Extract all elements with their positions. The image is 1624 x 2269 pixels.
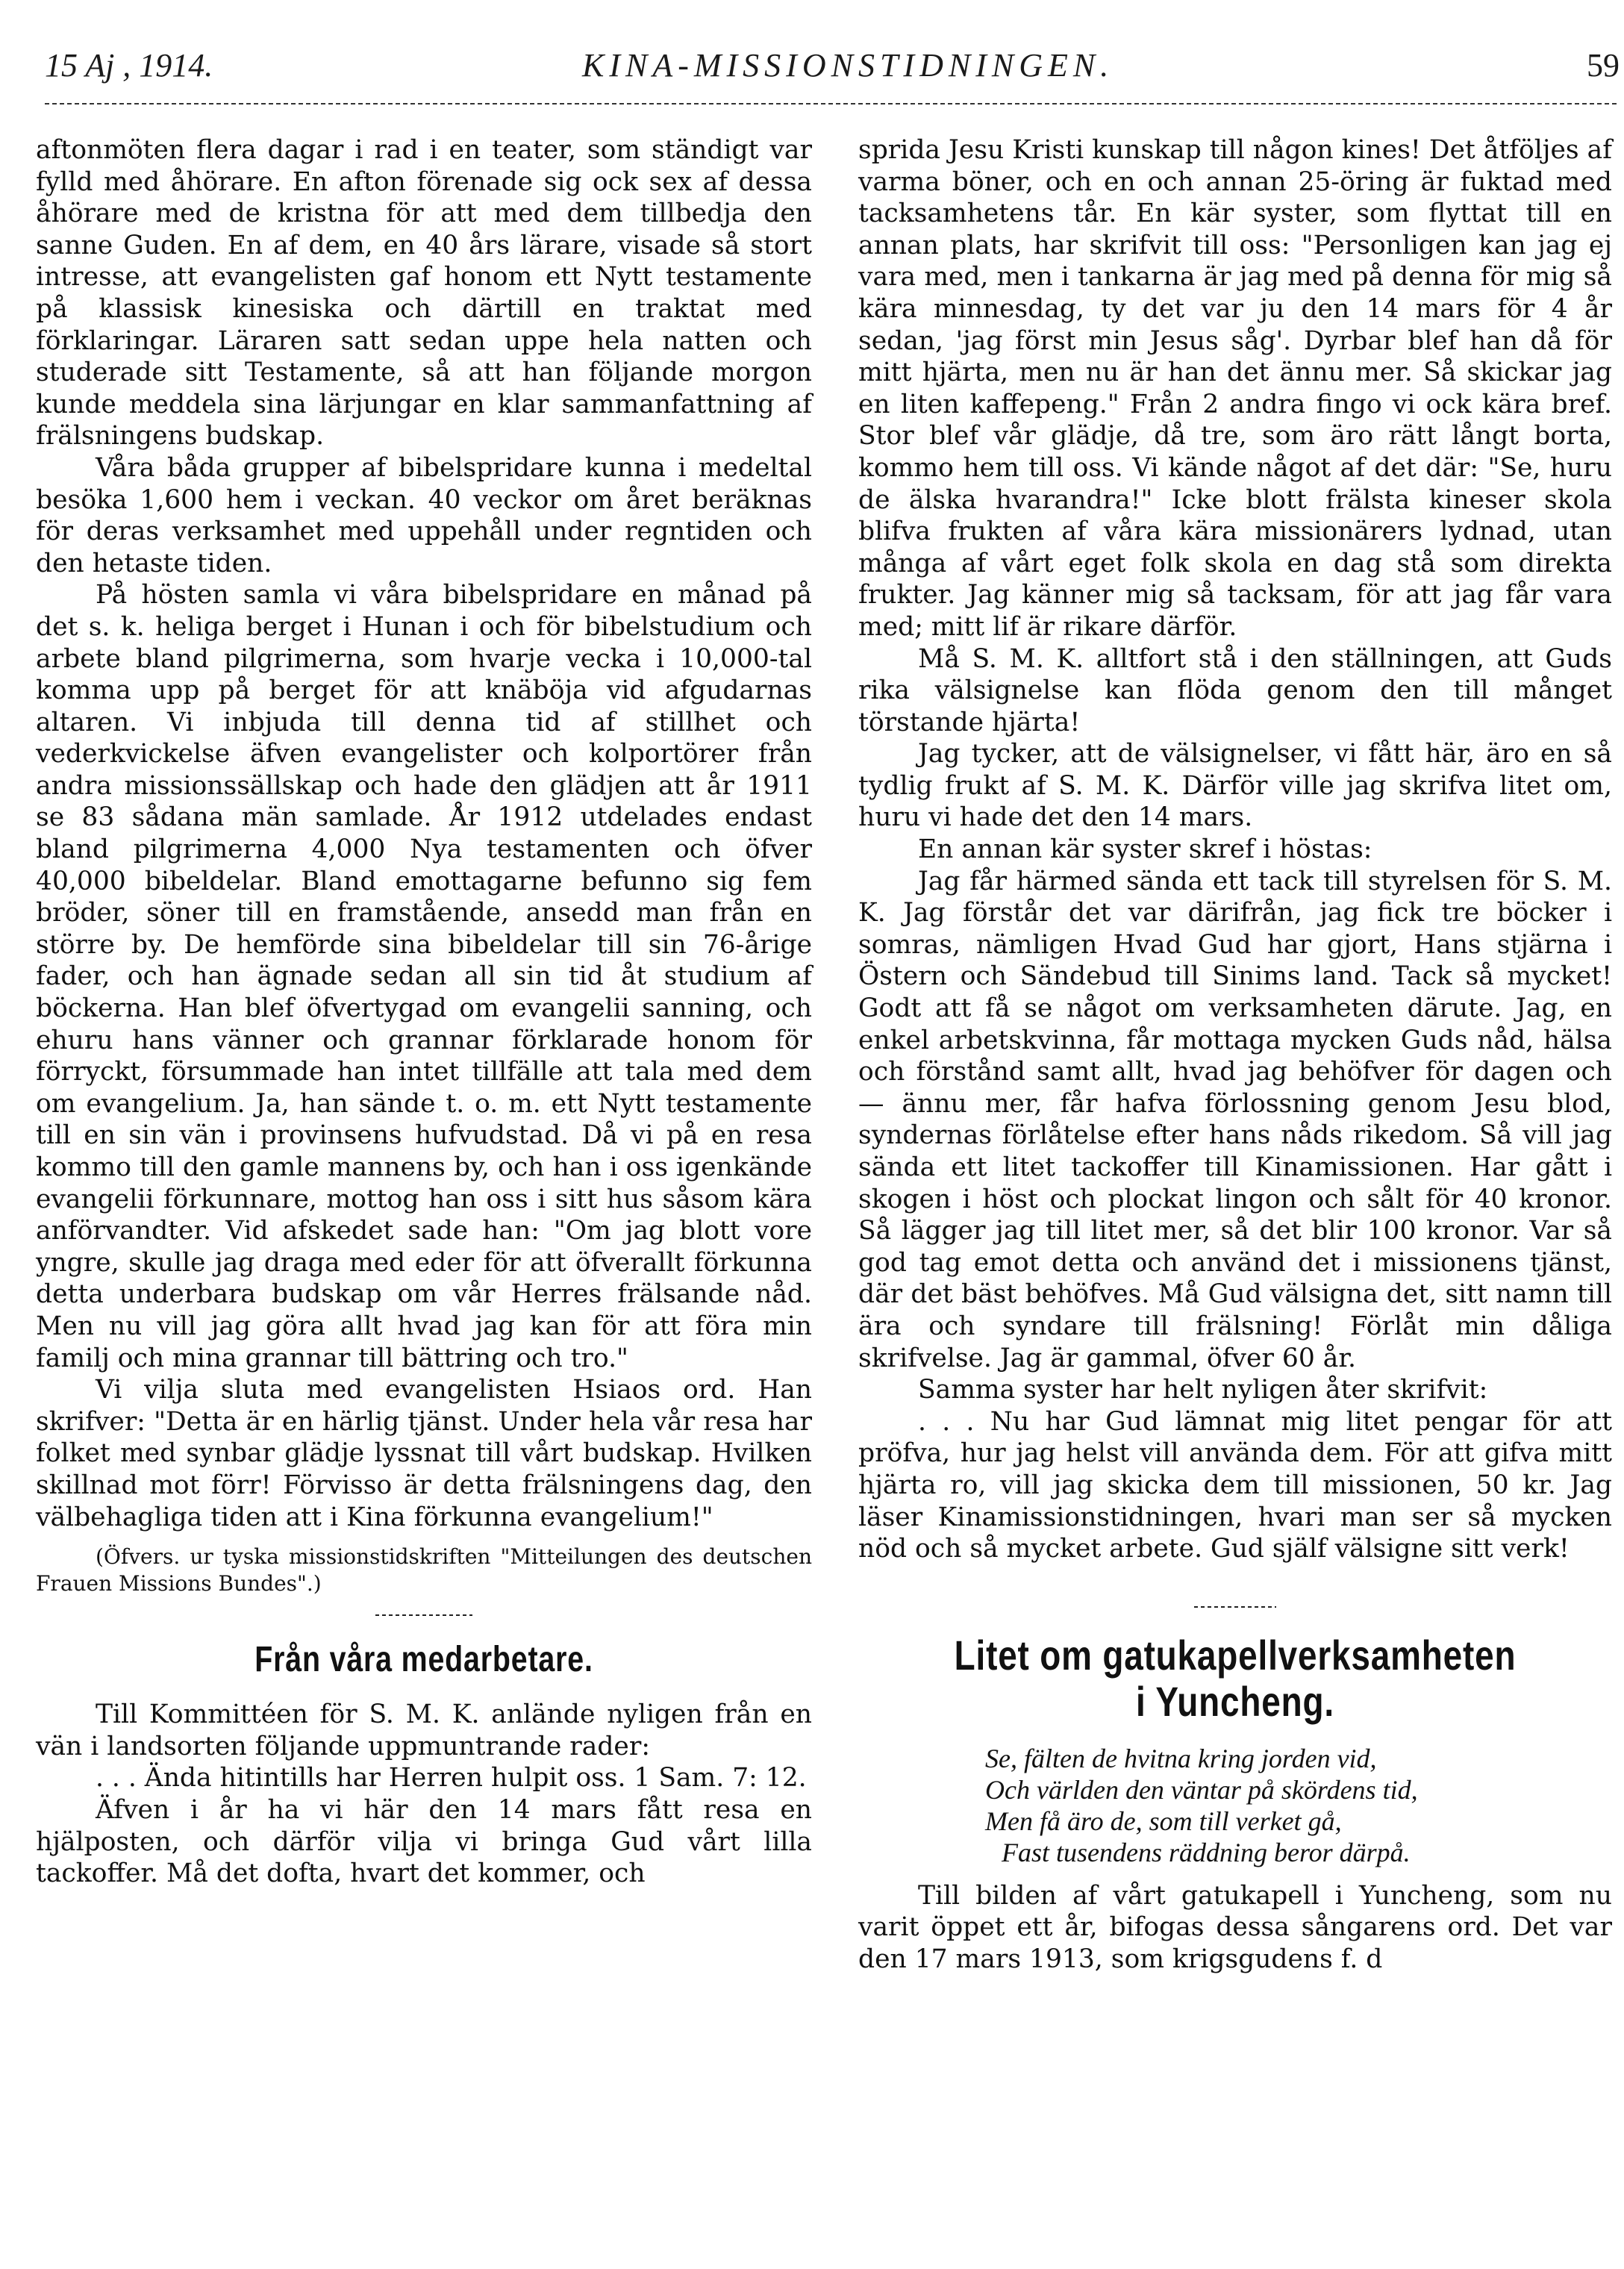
page-header (45, 46, 1620, 99)
article-paragraph: Vi vilja sluta med evangelisten Hsiaos ord. Han skrifver: "Detta är en härlig tjänst. Under hela vår resa har folket med synbar glädje lyssnat till vårt budskap. Hvilken skillnad mot förr! Förvisso är detta frälsningens dag, den välbehagliga tiden att i Kina förkunna evangelium!" (36, 1375, 812, 1532)
verse-line: Fast tusendens räddning beror därpå. (1002, 1837, 1411, 1867)
article-paragraph: Till bilden af vårt gatukapell i Yuncheng, som nu varit öppet ett år, bifogas dessa sångarens ord. Det var den 17 mars 1913, som krigsgudens f. d (858, 1880, 1612, 1974)
article-paragraph: På hösten samla vi våra bibelspridare en månad på det s. k. heliga berget i Hunan i och för bibelstudium och arbete bland pilgrimerna, som hvarje vecka i 10,000-tal komma upp på berget för att knäböja vid afgudarnas altaren. Vi inbjuda till denna tid af stillhet och vederkvickelse äfven evangelister och kolportörer från andra missionssällskap och hade den glädjen att år 1911 se 83 sådana män samlade. År 1912 utdelades endast bland pilgrimerna 4,000 Nya testamenten och öfver 40,000 bibeldelar. Bland emottagarne befunno sig fem bröder, söner till en framstående, ansedd man från en större by. De hemförde sina bibeldelar till sin 76-årige fader, och han ägnade sedan all sin tid åt studium af böckerna. Han blef öfvertygad om evangelii sanning, och ehuru hans vänner och grannar förklarade honom för förryckt, försummade han intet tillfälle att tala med dem om evangelium. Ja, han sände t. o. m. ett Nytt testamente till en sin vän i provinsens hufvudstad. Då vi på en resa kommo till den gamle mannens by, och han i oss igenkände evangelii förkunnare, mottog han oss i sitt hus såsom kära anförvandter. Vid afskedet sade han: "Om jag blott vore yngre, skulle jag draga med eder för att öfverallt förkunna detta underbara budskap om vår Herres frälsande nåd. Men nu vill jag göra allt hvad jag kan för att föra min familj och mina grannar till bättring och tro." (36, 580, 812, 1373)
section-divider (375, 1612, 472, 1618)
letter-paragraph: Jag får härmed sända ett tack till styrelsen för S. M. K. Jag förstår det var därifrån, jag fick tre böcker i somras, nämligen Hvad Gud har gjort, Hans stjärna i Östern och Sändebud till Sinims land. Tack så mycket! Godt att få se något om verksamheten därute. Jag, en enkel arbetskvinna, får mottaga mycken Guds nåd, hälsa och förstånd samt allt, hvad jag behöfver för dagen och — ännu mer, får hafva förlossning genom Jesu blod, syndernas förlåtelse efter hans nåds rikedom. Så vill jag sända ett litet tackoffer till Kinamissionen. Har gått i skogen i höst och plockat lingon och sålt för 40 kronor. Så lägger jag till litet mer, så det blir 100 kronor. Var så god tag emot detta och använd det i missionens tjänst, där det bäst behöfves. Må Gud välsigna det, sitt namn till ära och syndare till frälsning! Förlåt min dåliga skrifvelse. Jag är gammal, öfver 60 år. (858, 866, 1612, 1373)
article-paragraph: En annan kär syster skref i höstas: (918, 834, 1372, 865)
verse-line: Och världen den väntar på skördens tid, (985, 1774, 1418, 1805)
section-divider (1194, 1604, 1276, 1610)
poem-verse (985, 1743, 1612, 1868)
left-column (36, 134, 812, 1890)
section-heading (926, 1632, 1544, 1725)
verse-line: Men få äro de, som till verket gå, (985, 1805, 1342, 1836)
letter-paragraph: . . . Nu har Gud lämnat mig litet pengar för att pröfva, hur jag helst vill använda dem. För att gifva mitt hjärta ro, vill jag skicka dem till missionen, 50 kr. Jag läser Kinamissionstidningen, hvari man ser så mycken nöd och så mycket arbete. Gud själf välsigne sitt verk! (858, 1406, 1612, 1564)
source-note: (Öfvers. ur tyska missionstidskriften "Mitteilungen des deutschen Frauen Missions Bundes".) (36, 1544, 812, 1597)
right-column (858, 134, 1612, 1976)
verse-line: Se, fälten de hvitna kring jorden vid, (985, 1743, 1377, 1773)
page-number: 59 (1587, 47, 1620, 84)
issue-date: 15 Aj , 1914. (45, 47, 213, 84)
article-paragraph: Våra båda grupper af bibelspridare kunna i medeltal besöka 1,600 hem i veckan. 40 veckor om året beräknas för deras verksamhet med uppehåll under regntiden och den hetaste tiden. (36, 452, 812, 578)
header-rule (45, 100, 1620, 107)
quote-paragraph: . . . Ända hitintills har Herren hulpit oss. 1 Sam. 7: 12. (96, 1763, 807, 1794)
article-paragraph: Må S. M. K. alltfort stå i den ställningen, att Guds rika välsignelse kan flöda genom den till månget törstande hjärta! (858, 643, 1612, 737)
publication-title: KINA-MISSIONSTIDNINGEN. (582, 47, 1114, 84)
article-paragraph: Till Kommittéen för S. M. K. anlände nyligen från en vän i landsorten följande uppmuntrande rader: (36, 1700, 812, 1761)
article-paragraph: Jag tycker, att de välsignelser, vi fått här, äro en så tydlig frukt af S. M. K. Därför ville jag skrifva litet om, huru vi hade det den 14 mars. (858, 739, 1612, 833)
section-heading: Från våra medarbetare. (254, 1640, 593, 1680)
section-heading-line: i Yuncheng. (1136, 1677, 1334, 1725)
article-paragraph: Äfven i år ha vi här den 14 mars fått resa en hjälposten, och därför vilja vi bringa Gud vårt lilla tackoffer. Må det dofta, hvart det kommer, och (36, 1794, 812, 1889)
article-paragraph: aftonmöten flera dagar i rad i en teater, som ständigt var fylld med åhörare. En afton förenade sig ock sex af dessa åhörare med de kristna för att med dem tillbedja den sanne Guden. En af dem, en 40 års lärare, visade så stort intresse, att evangelisten gaf honom ett Nytt testamente på klassisk kinesiska och därtill en traktat med förklaringar. Läraren satt sedan uppe hela natten och studerade sitt Testamente, så att han följande morgon kunde meddela sina lärjungar en klar sammanfattning af frälsningens budskap. (36, 135, 812, 452)
article-paragraph: sprida Jesu Kristi kunskap till någon kines! Det åtföljes af varma böner, och en och annan 25-öring är fuktad med tacksamhetens tår. En kär syster, som flyttat till en annan plats, har skrifvit till oss: "Personligen kan jag ej vara med, men i tankarna är jag med på denna för mig så kära minnesdag, ty det var ju den 14 mars för 4 år sedan, 'jag först min Jesus såg'. Dyrbar blef han då för mitt hjärta, men nu är han det ännu mer. Så skickar jag en liten kaffepeng." Från 2 andra fingo vi ock kära bref. Stor blef vår glädje, då tre, som äro rätt långt borta, kommo hem till oss. Vi kände något af det där: "Se, huru de älska hvarandra!" Icke blott frälsta kineser skola blifva frukten af våra kära missionärers lydnad, utan många af vårt eget folk skola en dag stå som direkta frukter. Jag känner mig så tacksam, för att jag får vara med; mitt lif är rikare därför. (858, 135, 1612, 642)
section-heading-line: Litet om gatukapellverksamheten (954, 1631, 1517, 1679)
article-paragraph: Samma syster har helt nyligen åter skrifvit: (918, 1375, 1488, 1405)
